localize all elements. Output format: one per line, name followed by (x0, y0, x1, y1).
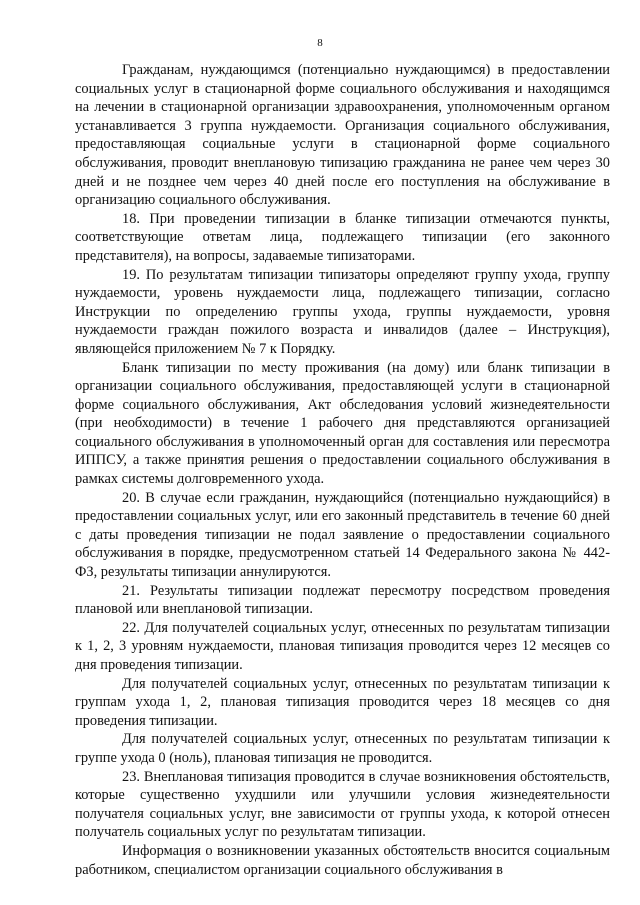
paragraph-care-group-0: Для получателей социальных услуг, отнесенных по результатам типизации к группе ухода 0 (ноль), плановая типизация не проводится. (75, 731, 610, 766)
paragraph-typing-form: Бланк типизации по месту проживания (на дому) или бланк типизации в организации социального обслуживания, предоставляющей услуги в стационарной форме социального обслуживания, Акт обследования условий жизнедеятельности (при необходимости) в течение 1 рабочего дня представляются организацией социального обслуживания в уполномоченный орган для составления или пересмотра ИППСУ, а также принятия решения о предоставлении социального обслуживания в рамках системы долговременного ухода. (75, 359, 610, 488)
page-number: 8 (317, 37, 323, 49)
paragraph-22: 22. Для получателей социальных услуг, отнесенных по результатам типизации к 1, 2, 3 уровням нуждаемости, плановая типизация проводится через 12 месяцев со дня проведения типизации. (75, 619, 610, 673)
paragraph-18: 18. При проведении типизации в бланке типизации отмечаются пункты, соответствующие ответам лица, подлежащего типизации (его законного представителя), на вопросы, задаваемые типизаторами. (75, 210, 610, 264)
paragraph-23: 23. Внеплановая типизация проводится в случае возникновения обстоятельств, которые существенно ухудшили или улучшили условия жизнедеятельности получателя социальных услуг, вне зависимости от группы ухода, к которой отнесен получатель социальных услуг по результатам типизации. (75, 768, 610, 841)
paragraph-care-groups-1-2: Для получателей социальных услуг, отнесенных по результатам типизации к группам ухода 1, 2, плановая типизация проводится через 18 месяцев со дня проведения типизации. (75, 675, 610, 729)
paragraph-stationary-care: Гражданам, нуждающимся (потенциально нуждающимся) в предоставлении социальных услуг в стационарной форме социального обслуживания и находящимся на лечении в стационарной организации здравоохранения, уполномоченным органом устанавливается 3 группа нуждаемости. Организация социального обслуживания, предоставляющая социальные услуги в стационарной форме социального обслуживания, проводит внеплановую типизацию гражданина не ранее чем через 30 дней и не позднее чем через 40 дней после его поступления на обслуживание в организацию социального обслуживания. (75, 62, 610, 209)
paragraph-20: 20. В случае если гражданин, нуждающийся (потенциально нуждающийся) в предоставлении социальных услуг, или его законный представитель в течение 60 дней с даты проведения типизации не подал заявление о предоставлении социального обслуживания в порядке, предусмотренном статьей 14 Федерального закона № 442-ФЗ, результаты типизации аннулируются. (75, 489, 610, 581)
document-body (75, 61, 610, 879)
paragraph-circumstances-info: Информация о возникновении указанных обстоятельств вносится социальным работником, специалистом организации социального обслуживания в (75, 842, 610, 878)
paragraph-19: 19. По результатам типизации типизаторы определяют группу ухода, группу нуждаемости, уровень нуждаемости лица, подлежащего типизации, согласно Инструкции по определению группы ухода, группы нуждаемости, уровня нуждаемости граждан пожилого возраста и инвалидов (далее – Инструкция), являющейся приложением № 7 к Порядку. (75, 266, 610, 357)
paragraph-21: 21. Результаты типизации подлежат пересмотру посредством проведения плановой или внеплановой типизации. (75, 582, 610, 618)
